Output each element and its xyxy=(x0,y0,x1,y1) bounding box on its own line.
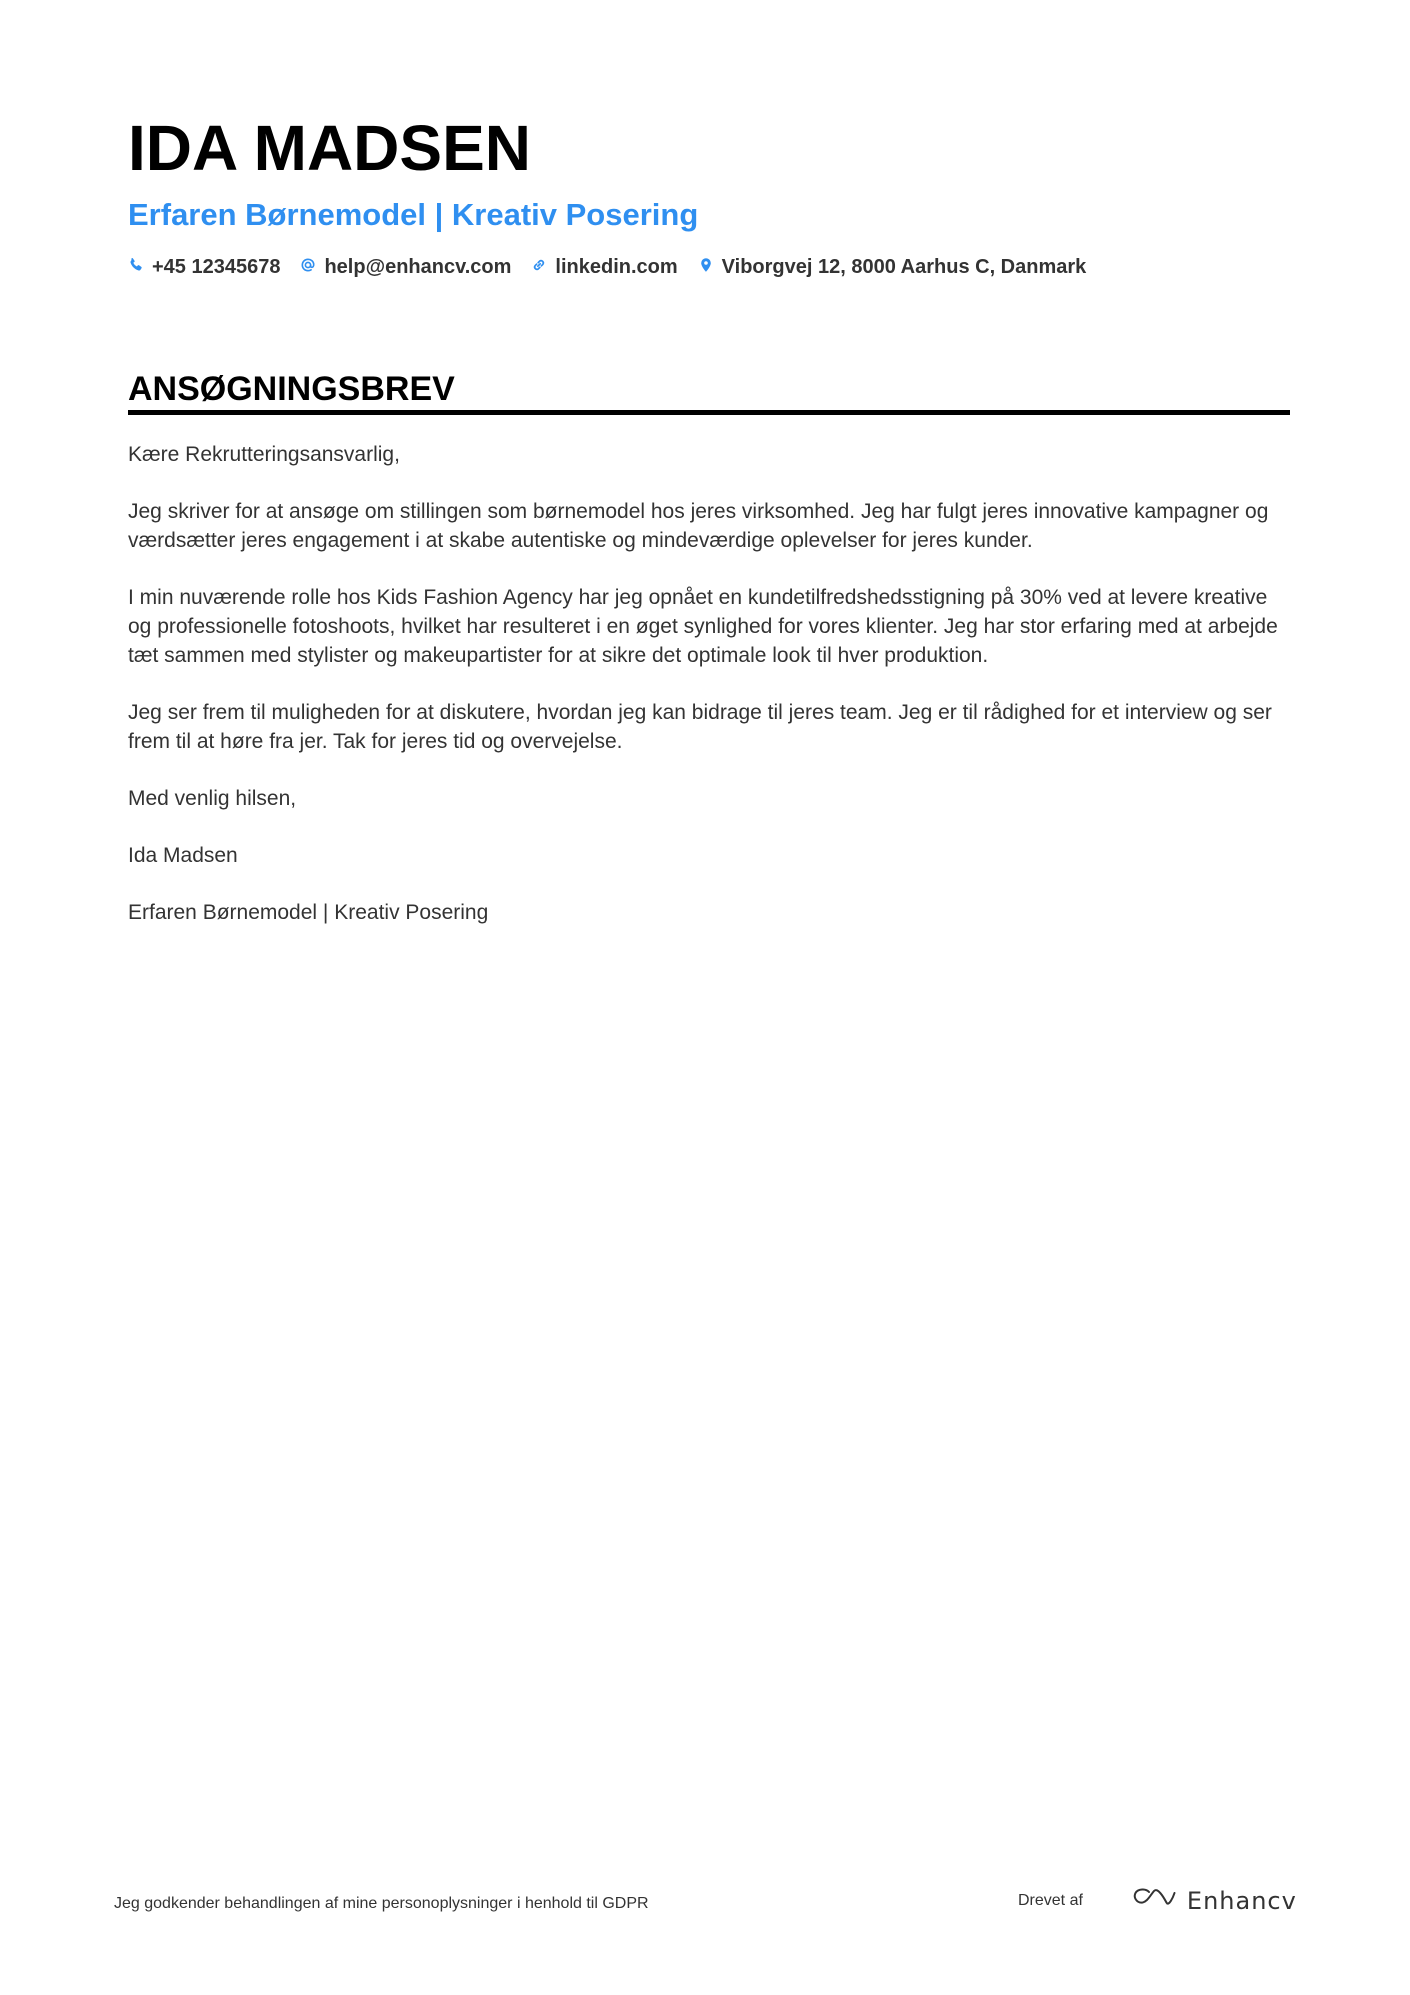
contact-address xyxy=(698,256,1087,279)
contact-email xyxy=(300,256,511,279)
phone-text[interactable]: +45 12345678 xyxy=(152,256,281,278)
section-divider xyxy=(128,410,1290,415)
header xyxy=(128,112,1290,279)
gdpr-consent: Jeg godkender behandlingen af mine personoplysninger i henhold til GDPR xyxy=(114,1895,649,1912)
candidate-name: IDA MADSEN xyxy=(128,112,531,184)
section-title: ANSØGNINGSBREV xyxy=(128,370,455,408)
at-icon xyxy=(300,256,316,279)
letter-greeting: Kære Rekrutteringsansvarlig, xyxy=(128,443,400,466)
enhancv-brand[interactable] xyxy=(1131,1885,1297,1916)
letter-body xyxy=(128,440,1290,955)
contact-phone xyxy=(128,256,280,279)
link-icon xyxy=(531,256,547,279)
candidate-subtitle: Erfaren Børnemodel | Kreativ Posering xyxy=(128,197,699,232)
linkedin-text[interactable]: linkedin.com xyxy=(555,256,678,278)
footer-branding xyxy=(1018,1885,1297,1916)
phone-icon xyxy=(128,256,144,279)
address-text: Viborgvej 12, 8000 Aarhus C, Danmark xyxy=(721,256,1087,278)
signature-title: Erfaren Børnemodel | Kreativ Posering xyxy=(128,901,489,924)
email-text[interactable]: help@enhancv.com xyxy=(324,256,512,278)
letter-paragraph: Jeg skriver for at ansøge om stillingen som børnemodel hos jeres virksomhed. Jeg har fulgt jeres innovative kampagner og værdsætter jeres engagement i at skabe autentiske og mindeværdige oplevelser for jeres kunder. xyxy=(128,500,1269,552)
contact-linkedin xyxy=(531,256,677,279)
enhancv-logo-icon xyxy=(1131,1885,1177,1916)
powered-by-label: Drevet af xyxy=(1018,1891,1083,1909)
letter-paragraph: Jeg ser frem til muligheden for at diskutere, hvordan jeg kan bidrage til jeres team. Jeg er til rådighed for et interview og ser frem til at høre fra jer. Tak for jeres tid og overvejelse. xyxy=(128,701,1272,753)
signature-name: Ida Madsen xyxy=(128,844,238,867)
brand-name: Enhancv xyxy=(1186,1886,1297,1915)
contact-list xyxy=(128,256,1290,279)
letter-closing: Med venlig hilsen, xyxy=(128,787,297,810)
letter-paragraph: I min nuværende rolle hos Kids Fashion Agency har jeg opnået en kundetilfredshedsstigning på 30% ved at levere kreative og professionelle fotoshoots, hvilket har resulteret i en øget synlighed for vores klienter. Jeg har stor erfaring med at arbejde tæt sammen med stylister og makeupartister for at sikre det optimale look til hver produktion. xyxy=(128,586,1278,667)
location-pin-icon xyxy=(698,256,714,279)
